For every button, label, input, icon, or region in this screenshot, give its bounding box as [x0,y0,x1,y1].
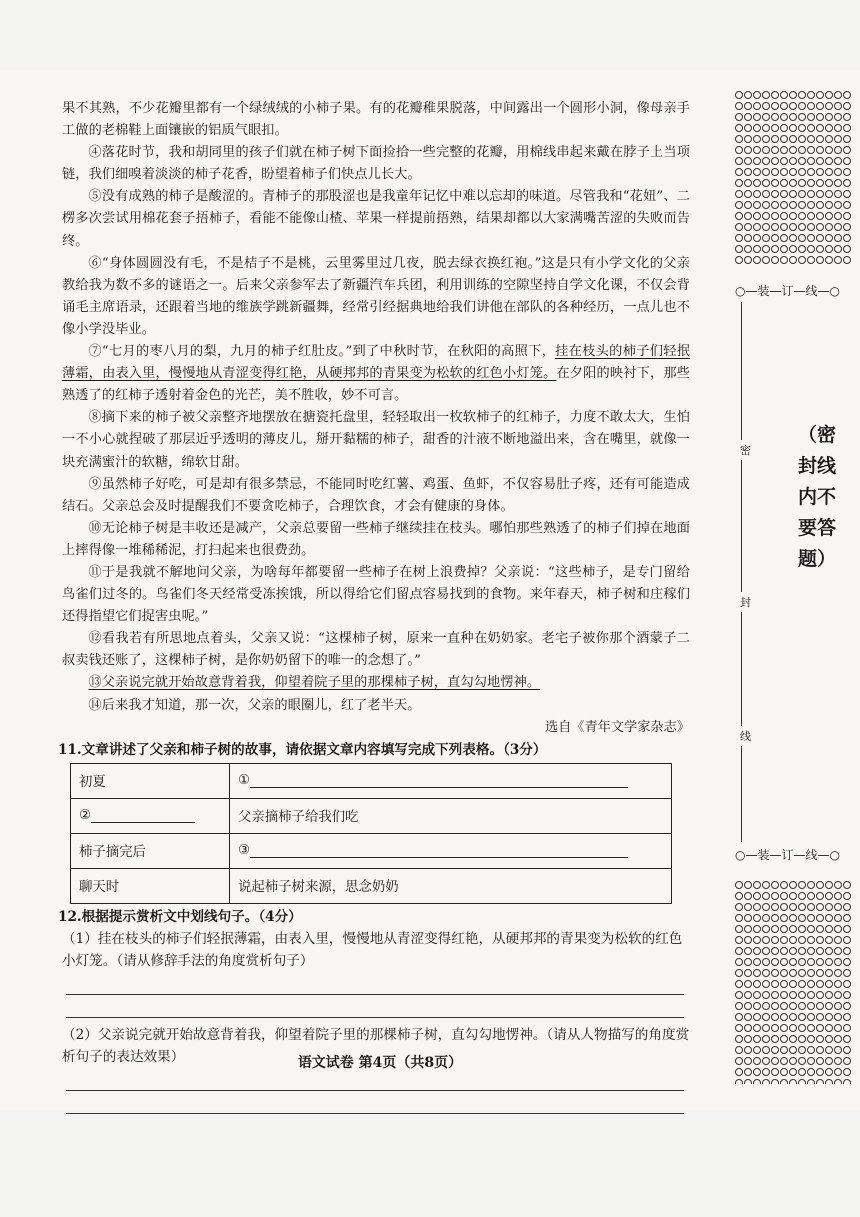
table-row [71,798,672,833]
hole-dot [816,256,824,264]
hole-dot [762,1079,770,1084]
dot-row [735,984,860,995]
hole-dot [744,1079,752,1084]
dot-row [735,951,860,962]
p7-text-b: 在夕阳的映衬下，那些熟透了的红柿子透射着金色的光芒，美不胜收，妙不可言。 [62,366,690,404]
hole-dot [735,1079,743,1084]
answer-blank-3[interactable] [250,857,628,858]
hole-dot [753,1079,761,1084]
p7-text-a: ⑦“七月的枣八月的梨，九月的柿子红肚皮。”到了中秋时节，在秋阳的高照下， [88,344,556,360]
hole-dot [735,256,743,264]
dot-row [735,84,860,95]
passage-paragraph-7 [62,341,690,407]
answer-blank-1[interactable] [250,787,628,788]
hole-dot [843,1079,851,1084]
table-cell: 柿子摘完后 [71,833,230,868]
question-12-part-2: （2）父亲说完就开始故意背着我，仰望着院子里的那棵柿子树，直勾勾地愣神。（请从人物描写的角度赏析句子的表达效果） [62,1026,690,1065]
table-row [71,833,672,868]
hole-dot [771,256,779,264]
question-12-title: 12.根据提示赏析文中划线句子。（4分） [58,908,302,925]
answer-cell-1[interactable]: ① [230,763,672,798]
answer-line[interactable] [66,1091,684,1114]
dot-row [735,183,860,194]
dot-row [735,1072,860,1083]
dot-row [735,1039,860,1050]
dot-row [735,962,860,973]
dot-row [735,216,860,227]
hole-dot [762,256,770,264]
hole-dot [834,256,842,264]
binding-label-top: ○—装—订—线—○ [735,284,840,298]
dot-row [735,1061,860,1072]
hole-dot [771,1079,779,1084]
dot-row [735,117,860,128]
dot-row [735,249,860,260]
dot-row [735,918,860,929]
answer-cell-3[interactable]: ③ [230,833,672,868]
table-row [71,868,672,903]
table-cell: 说起柿子树来源，思念奶奶 [230,868,672,903]
seal-char: 封 [740,592,751,612]
passage-paragraph-5: ⑤没有成熟的柿子是酸涩的。青柿子的那股涩也是我童年记忆中难以忘却的味道。尽管我和“花妞”、二楞多次尝试用棉花套子捂柿子，看能不能像山楂、苹果一样提前捂熟，结果却都以大家满嘴苦涩的失败而告终。 [62,189,690,249]
passage-paragraph-13 [62,672,690,694]
hole-dot [798,256,806,264]
main-content [58,98,691,1114]
passage-paragraph-9: ⑨虽然柿子好吃，可是却有很多禁忌，不能同时吃红薯、鸡蛋、鱼虾，不仅容易肚子疼，还有可能造成结石。父亲总会及时提醒我们不要贪吃柿子，合理饮食，才会有健康的身体。 [62,476,690,514]
dot-pattern-top [735,84,860,269]
dot-row [735,1028,860,1039]
passage-source: 选自《青年文学家杂志》 [544,719,690,735]
passage-paragraph-11: ⑪于是我就不解地问父亲，为啥每年都要留一些柿子在树上浪费掉？父亲说：“这些柿子，是专门留给鸟雀们过冬的。鸟雀们冬天经常受冻挨饿，所以得给它们留点容易找到的食物。来年春天，柿子树和庄稼们还得指望它们捉害虫呢。” [62,564,690,625]
dot-row [735,205,860,216]
dot-row [735,1017,860,1028]
passage-paragraph-14: ⑭后来我才知道，那一次，父亲的眼圈儿，红了老半天。 [88,697,421,713]
dot-row [735,150,860,161]
passage-paragraph-10: ⑩无论柿子树是丰收还是减产，父亲总要留一些柿子继续挂在枝头。哪怕那些熟透了的柿子们掉在地面上摔得像一堆稀稀泥，打扫起来也很费劲。 [62,520,690,558]
dot-row [735,973,860,984]
hole-dot [789,256,797,264]
table-cell: 聊天时 [71,868,230,903]
dot-row [735,896,860,907]
question-11-title: 11.文章讲述了父亲和柿子树的故事，请依据文章内容填写完成下列表格。（3分） [58,741,547,758]
hole-dot [744,256,752,264]
seal-line [740,302,751,842]
page-footer: 语文试卷 第4页（共8页） [297,1055,463,1071]
dot-row [735,995,860,1006]
dot-row [735,1050,860,1061]
hole-dot [843,256,851,264]
hole-dot [816,1079,824,1084]
dot-row [735,907,860,918]
question-11-table [70,763,672,904]
dot-row [735,885,860,896]
hole-dot [780,256,788,264]
answer-cell-2[interactable]: ② [71,798,230,833]
p13-underlined-sentence: ⑬父亲说完就开始故意背着我，仰望着院子里的那棵柿子树，直勾勾地愣神。 [88,675,541,691]
dot-row [735,1006,860,1017]
table-cell: 父亲摘柿子给我们吃 [230,798,672,833]
passage-paragraph-8: ⑧摘下来的柿子被父亲整齐地摆放在搪瓷托盘里，轻轻取出一枚软柿子的红柿子，力度不敢太大，生怕一不小心就捏破了那层近乎透明的薄皮儿，掰开黏糯的柿子，甜香的汁液不断地溢出来，含在嘴里，就像一块充满蜜汁的软糖，绵软甘甜。 [62,410,690,470]
dot-row [735,940,860,951]
hole-dot [789,1079,797,1084]
passage-paragraph-4: ④落花时节，我和胡同里的孩子们就在柿子树下面捡拾一些完整的花瓣，用棉线串起来戴在脖子上当项链，我们细嗅着淡淡的柿子花香，盼望着柿子们快点儿长大。 [62,145,690,183]
dot-row [735,128,860,139]
table-cell: 初夏 [71,763,230,798]
answer-blank-2[interactable] [91,822,195,823]
p7-underlined-sentence: 挂在枝头的柿子们轻抿薄霜，由表入里，慢慢地从青涩变得红艳，从硬邦邦的青果变为松软的红色小灯笼。 [62,344,691,382]
dot-row [735,161,860,172]
hole-dot [834,1079,842,1084]
dot-row [735,238,860,249]
hole-dot [753,256,761,264]
dot-row [735,95,860,106]
question-12-part-1: （1）挂在枝头的柿子们轻抿薄霜，由表入里，慢慢地从青涩变得红艳，从硬邦邦的青果变为松软的红色小灯笼。（请从修辞手法的角度赏析句子） [62,930,683,969]
passage-paragraph-3-end: 果不其熟，不少花瓣里都有一个绿绒绒的小柿子果。有的花瓣稚果脱落，中间露出一个圆形小洞，像母亲手工做的老棉鞋上面镶嵌的铝质气眼扣。 [62,101,690,139]
dot-row [735,139,860,150]
hole-dot [807,256,815,264]
seal-char: 线 [740,726,751,746]
dot-row [735,227,860,238]
binding-label-bottom: ○—装—订—线—○ [735,848,840,862]
dot-row [735,194,860,205]
seal-char: 密 [740,440,751,460]
answer-line[interactable] [66,972,684,995]
dot-pattern-bottom [735,874,860,1084]
hole-dot [807,1079,815,1084]
answer-line[interactable] [66,995,684,1018]
hole-dot [798,1079,806,1084]
seal-notice: （密封线内不要答题） [797,424,836,570]
dot-row [735,106,860,117]
table-row [71,763,672,798]
binding-strip [735,70,860,1110]
dot-row [735,172,860,183]
hole-dot [825,256,833,264]
passage-paragraph-6: ⑥“身体圆圆没有毛，不是桔子不是桃，云里雾里过几夜，脱去绿衣换红袍。”这是只有小学文化的父亲教给我为数不多的谜语之一。后来父亲参军去了新疆汽车兵团，利用训练的空隙坚持自学文化课，不仅会背诵毛主席语录，还跟着当地的维族学跳新疆舞，经常引经据典地给我们讲他在部队的各种经历，一点儿也不像小学没毕业。 [62,255,690,337]
dot-row [735,874,860,885]
dot-row [735,929,860,940]
passage-paragraph-12: ⑫看我若有所思地点着头，父亲又说：“这棵柿子树，原来一直种在奶奶家。老宅子被你那个酒蒙子二叔卖钱还账了，这棵柿子树，是你奶奶留下的唯一的念想了。” [62,631,690,669]
hole-dot [780,1079,788,1084]
hole-dot [825,1079,833,1084]
